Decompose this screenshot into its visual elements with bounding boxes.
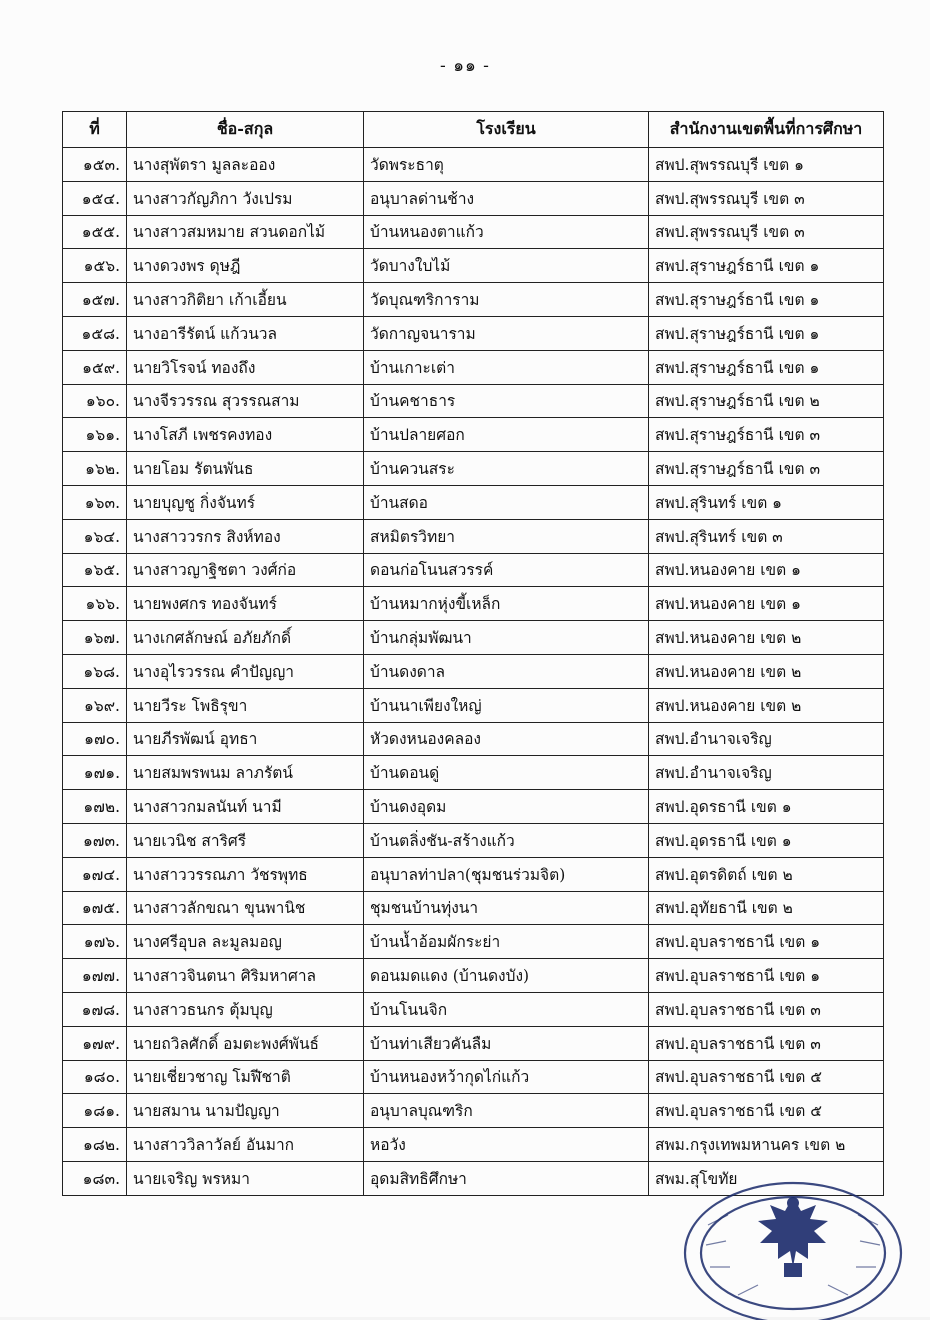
row-name: นางสาวลักขณา ขุนพานิช (127, 891, 364, 925)
table-row (63, 1094, 884, 1128)
table-row (63, 992, 884, 1026)
row-school: บ้านโนนจิก (364, 992, 649, 1026)
row-office: สพป.หนองคาย เขต ๑ (649, 587, 884, 621)
header-school: โรงเรียน (364, 112, 649, 148)
row-number: ๑๖๖. (63, 587, 127, 621)
row-school: บ้านเกาะเต่า (364, 350, 649, 384)
row-office: สพป.อุบลราชธานี เขต ๑ (649, 925, 884, 959)
row-office: สพป.อุบลราชธานี เขต ๕ (649, 1060, 884, 1094)
row-number: ๑๖๗. (63, 621, 127, 655)
table-row (63, 1060, 884, 1094)
row-number: ๑๘๒. (63, 1128, 127, 1162)
table-row (63, 790, 884, 824)
table-row (63, 925, 884, 959)
row-school: บ้านหนองตาแก้ว (364, 215, 649, 249)
row-school: ชุมชนบ้านทุ่งนา (364, 891, 649, 925)
table-row (63, 519, 884, 553)
row-school: อนุบาลบุณฑริก (364, 1094, 649, 1128)
row-number: ๑๗๙. (63, 1026, 127, 1060)
row-number: ๑๕๘. (63, 316, 127, 350)
row-name: นางอุไรวรรณ คำปัญญา (127, 654, 364, 688)
table-row (63, 1026, 884, 1060)
row-number: ๑๖๑. (63, 418, 127, 452)
row-school: บ้านปลายศอก (364, 418, 649, 452)
table-row (63, 181, 884, 215)
table-row (63, 722, 884, 756)
row-office: สพป.สุราษฎร์ธานี เขต ๑ (649, 350, 884, 384)
row-name: นางศรีอุบล ละมูลมอญ (127, 925, 364, 959)
table-row (63, 553, 884, 587)
row-school: บ้านกลุ่มพัฒนา (364, 621, 649, 655)
row-number: ๑๖๘. (63, 654, 127, 688)
row-office: สพป.อุทัยธานี เขต ๒ (649, 891, 884, 925)
row-school: บ้านน้ำอ้อมผักระย่า (364, 925, 649, 959)
row-office: สพป.สุพรรณบุรี เขต ๑ (649, 148, 884, 182)
row-office: สพป.สุราษฎร์ธานี เขต ๑ (649, 249, 884, 283)
row-office: สพป.อุดรธานี เขต ๑ (649, 823, 884, 857)
row-number: ๑๖๓. (63, 485, 127, 519)
row-school: ดอนมดแดง (บ้านดงบัง) (364, 959, 649, 993)
row-office: สพป.สุราษฎร์ธานี เขต ๓ (649, 452, 884, 486)
table-header-row (63, 112, 884, 148)
table-row (63, 756, 884, 790)
row-name: นางสาวญาฐิชตา วงศ์ก่อ (127, 553, 364, 587)
header-office: สำนักงานเขตพื้นที่การศึกษา (649, 112, 884, 148)
row-number: ๑๗๒. (63, 790, 127, 824)
table-row (63, 857, 884, 891)
row-name: นายภีรพัฒน์ อุทธา (127, 722, 364, 756)
table-row (63, 621, 884, 655)
row-name: นางสาวธนกร ตุ้มบุญ (127, 992, 364, 1026)
row-number: ๑๕๙. (63, 350, 127, 384)
row-number: ๑๗๗. (63, 959, 127, 993)
row-number: ๑๗๘. (63, 992, 127, 1026)
row-name: นายสมพรพนม ลาภรัตน์ (127, 756, 364, 790)
row-office: สพม.สุโขทัย (649, 1161, 884, 1195)
row-office: สพม.กรุงเทพมหานคร เขต ๒ (649, 1128, 884, 1162)
row-school: บ้านคชาธาร (364, 384, 649, 418)
row-office: สพป.หนองคาย เขต ๒ (649, 688, 884, 722)
row-name: นางสุพัตรา มูลละออง (127, 148, 364, 182)
roster-table (62, 111, 884, 1196)
table-row (63, 452, 884, 486)
header-no: ที่ (63, 112, 127, 148)
row-number: ๑๗๖. (63, 925, 127, 959)
row-name: นายโอม รัตนพันธ (127, 452, 364, 486)
row-school: บ้านหมากหุ่งขี้เหล็ก (364, 587, 649, 621)
row-school: ดอนก่อโนนสวรรค์ (364, 553, 649, 587)
row-school: บ้านท่าเสียวคันลืม (364, 1026, 649, 1060)
row-number: ๑๖๕. (63, 553, 127, 587)
row-school: บ้านดงอุดม (364, 790, 649, 824)
row-office: สพป.สุพรรณบุรี เขต ๓ (649, 181, 884, 215)
row-number: ๑๘๑. (63, 1094, 127, 1128)
row-school: อุดมสิทธิศึกษา (364, 1161, 649, 1195)
row-number: ๑๕๓. (63, 148, 127, 182)
row-name: นางสาววิลาวัลย์ อันมาก (127, 1128, 364, 1162)
row-school: สหมิตรวิทยา (364, 519, 649, 553)
row-number: ๑๕๗. (63, 283, 127, 317)
header-name: ชื่อ-สกุล (127, 112, 364, 148)
row-number: ๑๘๓. (63, 1161, 127, 1195)
page-number: - ๑๑ - (440, 56, 490, 76)
row-office: สพป.อุดรธานี เขต ๑ (649, 790, 884, 824)
table-row (63, 316, 884, 350)
row-school: บ้านตลิ่งชัน-สร้างแก้ว (364, 823, 649, 857)
row-name: นายบุญชู กิ่งจันทร์ (127, 485, 364, 519)
row-name: นางอารีรัตน์ แก้วนวล (127, 316, 364, 350)
row-name: นางสาวกัญภิกา วังเปรม (127, 181, 364, 215)
row-office: สพป.อุบลราชธานี เขต ๕ (649, 1094, 884, 1128)
roster-body (63, 148, 884, 1196)
row-office: สพป.สุราษฎร์ธานี เขต ๒ (649, 384, 884, 418)
row-name: นายเจริญ พรหมา (127, 1161, 364, 1195)
table-row (63, 823, 884, 857)
table-row (63, 587, 884, 621)
row-school: บ้านนาเพียงใหญ่ (364, 688, 649, 722)
table-row (63, 148, 884, 182)
row-office: สพป.สุพรรณบุรี เขต ๓ (649, 215, 884, 249)
table-row (63, 215, 884, 249)
table-row (63, 418, 884, 452)
row-school: หอวัง (364, 1128, 649, 1162)
table-row (63, 654, 884, 688)
table-row (63, 283, 884, 317)
table-row (63, 249, 884, 283)
table-row (63, 1128, 884, 1162)
row-name: นายเชี่ยวชาญ โมฬีชาติ (127, 1060, 364, 1094)
row-office: สพป.หนองคาย เขต ๒ (649, 654, 884, 688)
row-number: ๑๗๐. (63, 722, 127, 756)
table-row (63, 688, 884, 722)
row-office: สพป.อุบลราชธานี เขต ๓ (649, 1026, 884, 1060)
row-school: บ้านหนองหว้ากุดไก่แก้ว (364, 1060, 649, 1094)
row-school: หัวดงหนองคลอง (364, 722, 649, 756)
row-school: วัดบางใบไม้ (364, 249, 649, 283)
row-name: นายวิโรจน์ ทองถึง (127, 350, 364, 384)
table-row (63, 1161, 884, 1195)
row-office: สพป.สุรินทร์ เขต ๓ (649, 519, 884, 553)
row-number: ๑๗๑. (63, 756, 127, 790)
table-row (63, 384, 884, 418)
row-number: ๑๖๔. (63, 519, 127, 553)
row-office: สพป.อุตรดิตถ์ เขต ๒ (649, 857, 884, 891)
row-school: วัดพระธาตุ (364, 148, 649, 182)
row-name: นางโสภี เพชรคงทอง (127, 418, 364, 452)
row-name: นางสาวจินตนา ศิริมหาศาล (127, 959, 364, 993)
row-name: นางสาวกมลนันท์ นามี (127, 790, 364, 824)
row-number: ๑๕๔. (63, 181, 127, 215)
row-name: นางสาวสมหมาย สวนดอกไม้ (127, 215, 364, 249)
row-name: นายวีระ โพธิรุขา (127, 688, 364, 722)
row-number: ๑๘๐. (63, 1060, 127, 1094)
table-row (63, 350, 884, 384)
row-school: บ้านสดอ (364, 485, 649, 519)
row-name: นายเวนิช สาริศรี (127, 823, 364, 857)
row-office: สพป.สุรินทร์ เขต ๑ (649, 485, 884, 519)
row-school: วัดกาญจนาราม (364, 316, 649, 350)
row-office: สพป.หนองคาย เขต ๑ (649, 553, 884, 587)
row-number: ๑๗๓. (63, 823, 127, 857)
row-name: นางสาววรรณภา วัชรพุทธ (127, 857, 364, 891)
row-number: ๑๗๕. (63, 891, 127, 925)
row-school: อนุบาลด่านช้าง (364, 181, 649, 215)
row-name: นางสาววรกร สิงห์ทอง (127, 519, 364, 553)
row-number: ๑๖๒. (63, 452, 127, 486)
row-office: สพป.สุราษฎร์ธานี เขต ๓ (649, 418, 884, 452)
row-school: บ้านควนสระ (364, 452, 649, 486)
table-row (63, 959, 884, 993)
row-school: อนุบาลท่าปลา(ชุมชนร่วมจิต) (364, 857, 649, 891)
row-office: สพป.อุบลราชธานี เขต ๑ (649, 959, 884, 993)
row-number: ๑๗๔. (63, 857, 127, 891)
row-name: นายพงศกร ทองจันทร์ (127, 587, 364, 621)
row-office: สพป.อำนาจเจริญ (649, 756, 884, 790)
row-number: ๑๖๙. (63, 688, 127, 722)
row-number: ๑๖๐. (63, 384, 127, 418)
row-office: สพป.สุราษฎร์ธานี เขต ๑ (649, 283, 884, 317)
row-number: ๑๕๕. (63, 215, 127, 249)
row-name: นางสาวกิติยา เก้าเอี้ยน (127, 283, 364, 317)
row-office: สพป.สุราษฎร์ธานี เขต ๑ (649, 316, 884, 350)
row-number: ๑๕๖. (63, 249, 127, 283)
row-name: นายถวิลศักดิ์ อมตะพงศ์พันธ์ (127, 1026, 364, 1060)
row-name: นายสมาน นามปัญญา (127, 1094, 364, 1128)
row-school: บ้านดงดาล (364, 654, 649, 688)
table-row (63, 891, 884, 925)
row-school: วัดบุณฑริการาม (364, 283, 649, 317)
row-office: สพป.หนองคาย เขต ๒ (649, 621, 884, 655)
row-office: สพป.อำนาจเจริญ (649, 722, 884, 756)
row-name: นางจีรวรรณ สุวรรณสาม (127, 384, 364, 418)
table-row (63, 485, 884, 519)
row-name: นางดวงพร ดุษฎี (127, 249, 364, 283)
row-school: บ้านดอนดู่ (364, 756, 649, 790)
row-name: นางเกศลักษณ์ อภัยภักดิ์ (127, 621, 364, 655)
row-office: สพป.อุบลราชธานี เขต ๓ (649, 992, 884, 1026)
